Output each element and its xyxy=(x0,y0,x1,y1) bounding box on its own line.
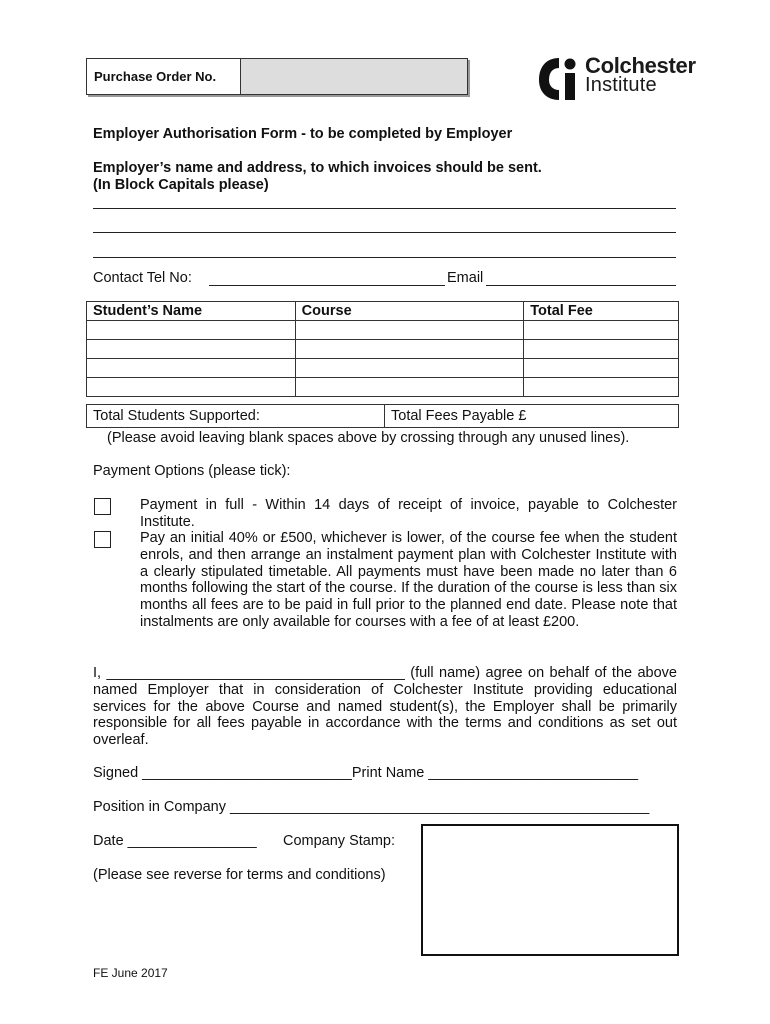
address-subheading: (In Block Capitals please) xyxy=(93,177,269,193)
purchase-order-box xyxy=(86,58,468,95)
company-stamp-label: Company Stamp: xyxy=(283,833,396,849)
column-header-student-name: Student’s Name xyxy=(87,302,296,321)
total-students-label[interactable]: Total Students Supported: xyxy=(87,405,385,427)
payment-full-checkbox[interactable] xyxy=(94,498,111,515)
agreement-name-field[interactable]: I, _____________________________________ xyxy=(93,665,405,681)
payment-instalment-text: Pay an initial 40% or £500, whichever is lower, of the course fee when the student enrols, and then arrange an instalment payment plan with Colchester Institute with a clearly stipulated timetable. All payments must have been made no later than 6 months following the start of the course. If the duration of the course is less than six months all fees are to be paid in full prior to the planned end date. Please note that instalments are only available for courses with a fee of at least £200. xyxy=(140,530,677,630)
column-header-course: Course xyxy=(295,302,524,321)
table-row xyxy=(87,378,679,397)
course-cell[interactable] xyxy=(295,359,524,378)
purchase-order-field[interactable] xyxy=(241,59,467,94)
students-table xyxy=(86,301,679,397)
table-note: (Please avoid leaving blank spaces above by crossing through any unused lines). xyxy=(107,430,630,446)
fee-cell[interactable] xyxy=(524,340,679,359)
footer-version: FE June 2017 xyxy=(93,966,168,980)
logo-line-2: Institute xyxy=(585,74,657,96)
address-line-2[interactable] xyxy=(93,232,676,233)
column-header-total-fee: Total Fee xyxy=(524,302,679,321)
agreement-paragraph xyxy=(93,665,677,749)
address-heading: Employer’s name and address, to which invoices should be sent. xyxy=(93,160,542,176)
payment-heading: Payment Options (please tick): xyxy=(93,463,291,479)
table-row xyxy=(87,340,679,359)
total-fees-label[interactable]: Total Fees Payable £ xyxy=(391,408,527,424)
course-cell[interactable] xyxy=(295,378,524,397)
student-name-cell[interactable] xyxy=(87,321,296,340)
address-line-1[interactable] xyxy=(93,208,676,209)
contact-tel-field[interactable] xyxy=(209,285,445,286)
table-header-row xyxy=(87,302,679,321)
logo-line-1: Colchester xyxy=(585,53,696,78)
purchase-order-label: Purchase Order No. xyxy=(87,59,241,94)
course-cell[interactable] xyxy=(295,340,524,359)
colchester-logo-icon xyxy=(537,56,581,102)
contact-tel-label: Contact Tel No: xyxy=(93,270,192,286)
table-row xyxy=(87,359,679,378)
student-name-cell[interactable] xyxy=(87,340,296,359)
email-label: Email xyxy=(447,270,484,286)
table-row xyxy=(87,321,679,340)
student-name-cell[interactable] xyxy=(87,359,296,378)
address-line-3[interactable] xyxy=(93,257,676,258)
reverse-note: (Please see reverse for terms and conditions) xyxy=(93,867,386,883)
date-line[interactable]: Date ________________ xyxy=(93,833,257,849)
fee-cell[interactable] xyxy=(524,378,679,397)
fee-cell[interactable] xyxy=(524,359,679,378)
payment-instalment-checkbox[interactable] xyxy=(94,531,111,548)
fee-cell[interactable] xyxy=(524,321,679,340)
signed-print-name-line[interactable]: Signed __________________________Print Name __________________________ xyxy=(93,765,639,781)
email-field[interactable] xyxy=(486,285,676,286)
agreement-text: (full name) agree on behalf of the above named Employer that in consideration of Colchester Institute providing educational services for the above Course and named student(s), the Employer shall be primarily responsible for all fees payable in accordance with the terms and conditions as set out overleaf. xyxy=(93,665,677,749)
course-cell[interactable] xyxy=(295,321,524,340)
logo-wordmark xyxy=(585,53,696,96)
student-name-cell[interactable] xyxy=(87,378,296,397)
position-in-company-line[interactable]: Position in Company ____________________________________________________ xyxy=(93,799,650,815)
payment-full-text: Payment in full - Within 14 days of receipt of invoice, payable to Colchester Institute. xyxy=(140,497,677,530)
totals-row xyxy=(86,404,679,428)
form-title: Employer Authorisation Form - to be completed by Employer xyxy=(93,126,513,142)
company-stamp-box[interactable] xyxy=(421,824,679,956)
